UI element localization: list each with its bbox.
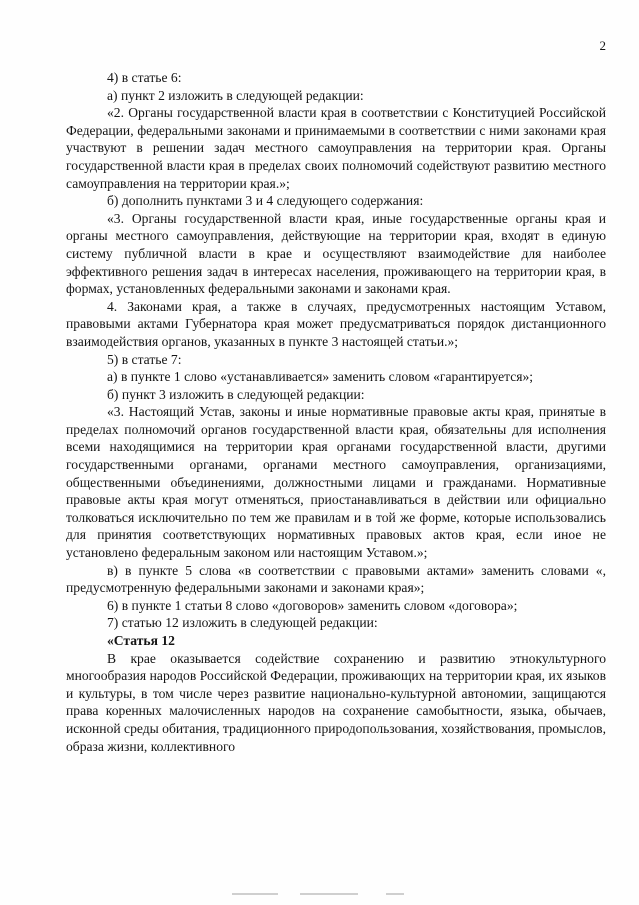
- paragraph-article8: 6) в пункте 1 статьи 8 слово «договоров» заменить словом «договора»;: [107, 597, 518, 613]
- paragraph-article6-b: б) дополнить пунктами 3 и 4 следующего содержания:: [107, 193, 424, 209]
- paragraph-article6-point3-text: «3. Органы государственной власти края, иные государственные органы края и органы местного самоуправления, действующие на территории края, входят в единую систему публичной власти в крае и осуществляют взаимодействие для наиболее эффективного решения задач в интересах населения, проживающего на территории края, в формах, установленных федеральными законами и законами края.: [66, 210, 606, 297]
- footer-faint-marks: [0, 893, 639, 897]
- paragraph-article12-text: В крае оказывается содействие сохранению и развитию этнокультурного многообразия народов Российской Федерации, проживающих на территории края, их языков и культуры, в том числе через развитие национально-культурной автономии, защищаются права коренных малочисленных народов на сохранение самобытности, языка, обычаев, исконной среды обитания, традиционного природопользования, хозяйствования, промыслов, образа жизни, коллективного: [66, 650, 606, 754]
- paragraph-article12-intro: 7) статью 12 изложить в следующей редакции:: [107, 615, 378, 631]
- footer-mark-center: [300, 893, 358, 895]
- paragraph-article7-b: б) пункт 3 изложить в следующей редакции:: [107, 386, 365, 402]
- page-number: 2: [599, 38, 606, 53]
- paragraph-article6-point2-text: «2. Органы государственной власти края в соответствии с Конституцией Российской Федерации, федеральными законами и принимаемыми в соответствии с ними законами края участвуют в решении задач местного самоуправления на территории края. Органы государственной власти края в пределах своих полномочий содействуют развитию местного самоуправления на территории края.»;: [66, 105, 606, 191]
- paragraph-article7-v: в) в пункте 5 слова «в соответствии с правовыми актами» заменить словами «, предусмотренную федеральными законами и законами края»;: [66, 562, 606, 596]
- footer-mark-right: [386, 893, 404, 895]
- paragraph-article7-point3-text: «3. Настоящий Устав, законы и иные нормативные правовые акты края, принятые в пределах полномочий органов государственной власти края, обязательны для исполнения всеми находящимися на территории края органами государственной власти, другими государственными органами, органами местного самоуправления, организациями, общественными объединениями, должностными лицами и гражданами. Нормативные правовые акты края могут отменяться, приостанавливаться в действии или официально толковаться исключительно по тем же правилам и в той же форме, которые использовались для принятия соответствующих нормативных правовых актов края, если иное не установлено федеральным законом или настоящим Уставом.»;: [66, 404, 606, 561]
- paragraph-article7-intro: 5) в статье 7:: [107, 351, 182, 367]
- paragraph-article6-intro: 4) в статье 6:: [107, 70, 182, 85]
- document-body: [66, 69, 606, 755]
- footer-mark-left: [232, 893, 278, 895]
- article12-heading: «Статья 12: [107, 633, 175, 648]
- paragraph-article7-a: а) в пункте 1 слово «устанавливается» заменить словом «гарантируется»;: [107, 369, 534, 385]
- paragraph-article6-point4-text: 4. Законами края, а также в случаях, предусмотренных настоящим Уставом, правовыми актами Губернатора края может предусматриваться порядок дистанционного взаимодействия органов, указанных в пункте 3 настоящей статьи.»;: [66, 298, 606, 349]
- paragraph-article6-a: а) пункт 2 изложить в следующей редакции:: [107, 87, 364, 103]
